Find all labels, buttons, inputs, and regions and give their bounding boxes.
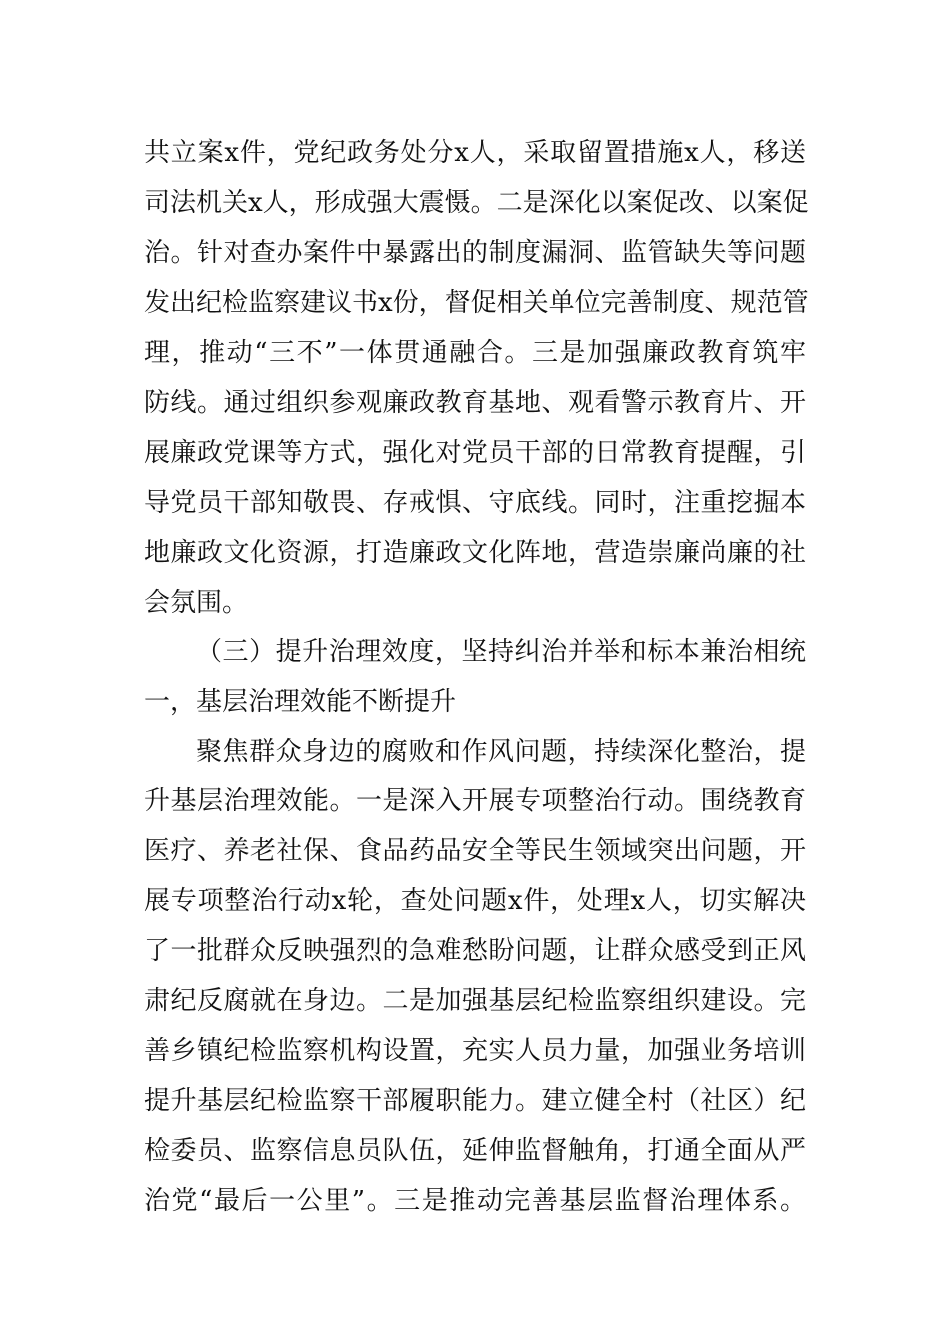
paragraph-line: 肃纪反腐就在身边。二是加强基层纪检监察组织建设。完 <box>144 986 806 1016</box>
paragraph-line: 治党“最后一公里”。三是推动完善基层监督治理体系。 <box>144 1186 806 1216</box>
paragraph-line: 治。针对查办案件中暴露出的制度漏洞、监管缺失等问题 <box>144 238 806 268</box>
section-heading-line: （三）提升治理效度，坚持纠治并举和标本兼治相统 <box>196 637 806 667</box>
paragraph-line: 导党员干部知敬畏、存戒惧、守底线。同时，注重挖掘本 <box>144 488 806 518</box>
paragraph-line: 地廉政文化资源，打造廉政文化阵地，营造崇廉尚廉的社 <box>144 538 806 568</box>
paragraph-line: 了一批群众反映强烈的急难愁盼问题，让群众感受到正风 <box>144 936 806 966</box>
paragraph-line: 检委员、监察信息员队伍，延伸监督触角，打通全面从严 <box>144 1136 806 1166</box>
section-heading-line: 一，基层治理效能不断提升 <box>144 687 457 717</box>
paragraph-line: 展专项整治行动x轮，查处问题x件，处理x人，切实解决 <box>144 886 806 916</box>
paragraph-line: 会氛围。 <box>144 588 249 618</box>
paragraph-line: 发出纪检监察建议书x份，督促相关单位完善制度、规范管 <box>144 288 809 318</box>
paragraph-line: 医疗、养老社保、食品药品安全等民生领域突出问题，开 <box>144 836 806 866</box>
paragraph-line: 升基层治理效能。一是深入开展专项整治行动。围绕教育 <box>144 786 806 816</box>
paragraph-line: 防线。通过组织参观廉政教育基地、观看警示教育片、开 <box>144 388 806 418</box>
paragraph-line: 共立案x件，党纪政务处分x人，采取留置措施x人，移送 <box>144 138 806 168</box>
paragraph-line: 司法机关x人，形成强大震慑。二是深化以案促改、以案促 <box>144 188 809 218</box>
paragraph-line: 提升基层纪检监察干部履职能力。建立健全村（社区）纪 <box>144 1086 806 1116</box>
paragraph-line: 善乡镇纪检监察机构设置，充实人员力量，加强业务培训 <box>144 1036 806 1066</box>
paragraph-line: 展廉政党课等方式，强化对党员干部的日常教育提醒，引 <box>144 438 806 468</box>
paragraph-line: 聚焦群众身边的腐败和作风问题，持续深化整治，提 <box>196 737 806 767</box>
paragraph-line: 理，推动“三不”一体贯通融合。三是加强廉政教育筑牢 <box>144 338 806 368</box>
